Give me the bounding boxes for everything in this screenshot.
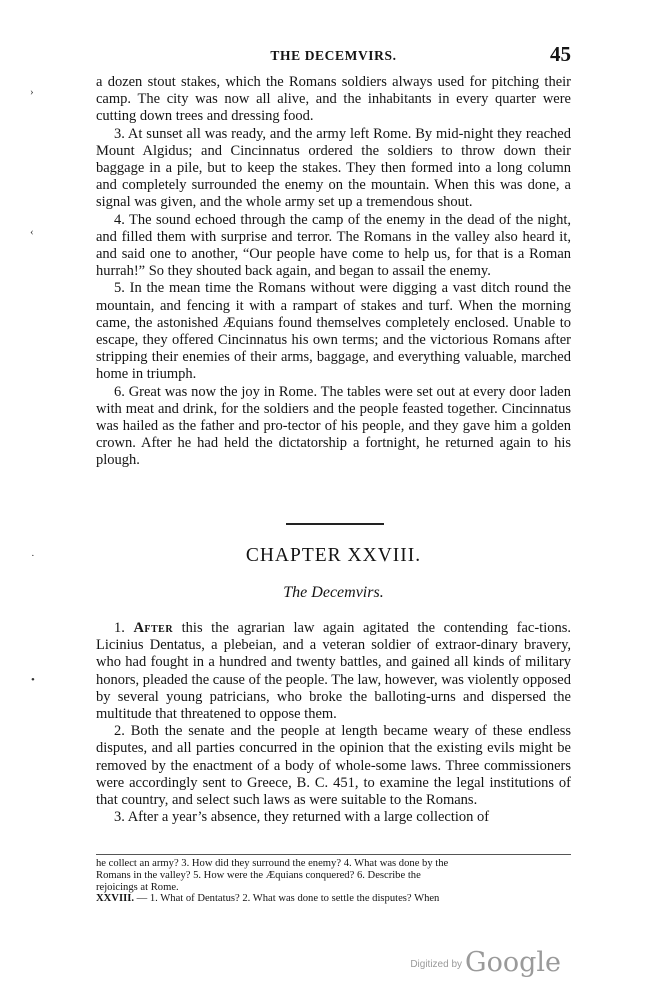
paragraph: 4. The sound echoed through the camp of the enemy in the dead of the night, and filled them with surprise and terror. The Romans in the valley also heard it, and said one to another, “Our people have come to help us, for that is a Roman hurrah!” So they shouted back again, and began to assail the enemy. — [96, 211, 571, 280]
question-line: he collect an army? 3. How did they surround the enemy? 4. What was done by the — [96, 858, 449, 869]
paragraph: 3. At sunset all was ready, and the army left Rome. By mid-night they reached Mount Algidus; and Cincinnatus ordered the soldiers to throw down their baggage in a pile, but to keep the stakes. They then formed into a long column and completely surrounded the enemy on the mountain. When this was done, a signal was given, and the whole army set up a tremendous shout. — [96, 125, 571, 211]
page-header — [96, 44, 571, 68]
chapter-subtitle: The Decemvirs. — [283, 584, 384, 601]
chapter-label: XXVIII. — [96, 893, 134, 905]
footnote-divider — [96, 854, 571, 855]
paragraph: a dozen stout stakes, which the Romans soldiers always used for pitching their camp. The city was now all alive, and the inhabitants in every quarter were cutting down trees and dressing food. — [96, 74, 571, 125]
running-head: THE DECEMVIRS. — [270, 48, 397, 63]
google-logo: Google — [465, 947, 561, 978]
study-questions — [96, 858, 571, 905]
watermark-prefix: Digitized by — [410, 959, 463, 970]
paragraph-number: 1. — [114, 620, 125, 636]
paragraph: 3. After a year’s absence, they returned with a large collection of — [114, 809, 490, 826]
margin-mark: • — [31, 674, 35, 686]
paragraph: 2. Both the senate and the people at length became weary of these endless disputes, and all parties concurred in the opinion that the existing evils might be removed by the enactment of a body of whole-some laws. Three commissioners were accordingly sent to Greece, B. C. 451, to examine the legal institutions of that country, and select such laws as were suitable to the Romans. — [96, 723, 571, 809]
paragraph-text: this the agrarian law again agitated the contending fac-tions. Licinius Dentatus, a plebeian, and a veteran soldier of extraor-dinary bravery, who had fought in a hundred and twenty battles, and gained all kinds of military honors, pleaded the cause of the people. The law, however, was violently opposed by several young patricians, who broke the balloting-urns and dispersed the multitude that threatened to oppose them. — [96, 620, 572, 723]
margin-mark: · — [31, 550, 35, 562]
margin-mark: ‹ — [30, 226, 34, 238]
top-section — [96, 74, 571, 470]
question-line — [96, 893, 571, 905]
section-divider — [286, 523, 384, 525]
paragraph: 5. In the mean time the Romans without were digging a vast ditch round the mountain, and fencing it with a rampart of stakes and turf. When the morning came, the astonished Æquians found themselves completely enclosed. Unable to escape, they offered Cincinnatus his own terms; and the victorious Romans after stripping their enemies of their arms, baggage, and everything valuable, marched home in triumph. — [96, 280, 571, 383]
digitized-watermark — [410, 947, 561, 978]
paragraph: 6. Great was now the joy in Rome. The tables were set out at every door laden with meat and drink, for the soldiers and the people feasted together. Cincinnatus was hailed as the father and pro-tector of his people, and they gave him a golden crown. After he had held the dictatorship a fortnight, he returned again to his plough. — [96, 383, 571, 469]
question-line: rejoicings at Rome. — [96, 881, 179, 893]
drop-word: After — [133, 620, 174, 636]
chapter-title: CHAPTER XXVIII. — [245, 545, 422, 566]
question-line: Romans in the valley? 5. How were the Æquians conquered? 6. Describe the — [96, 869, 421, 881]
page-number: 45 — [550, 42, 571, 66]
chapter-body — [96, 620, 571, 826]
margin-mark: › — [30, 86, 34, 98]
paragraph — [96, 620, 571, 723]
question-text: — 1. What of Dentatus? 2. What was done to settle the disputes? When — [136, 893, 440, 905]
